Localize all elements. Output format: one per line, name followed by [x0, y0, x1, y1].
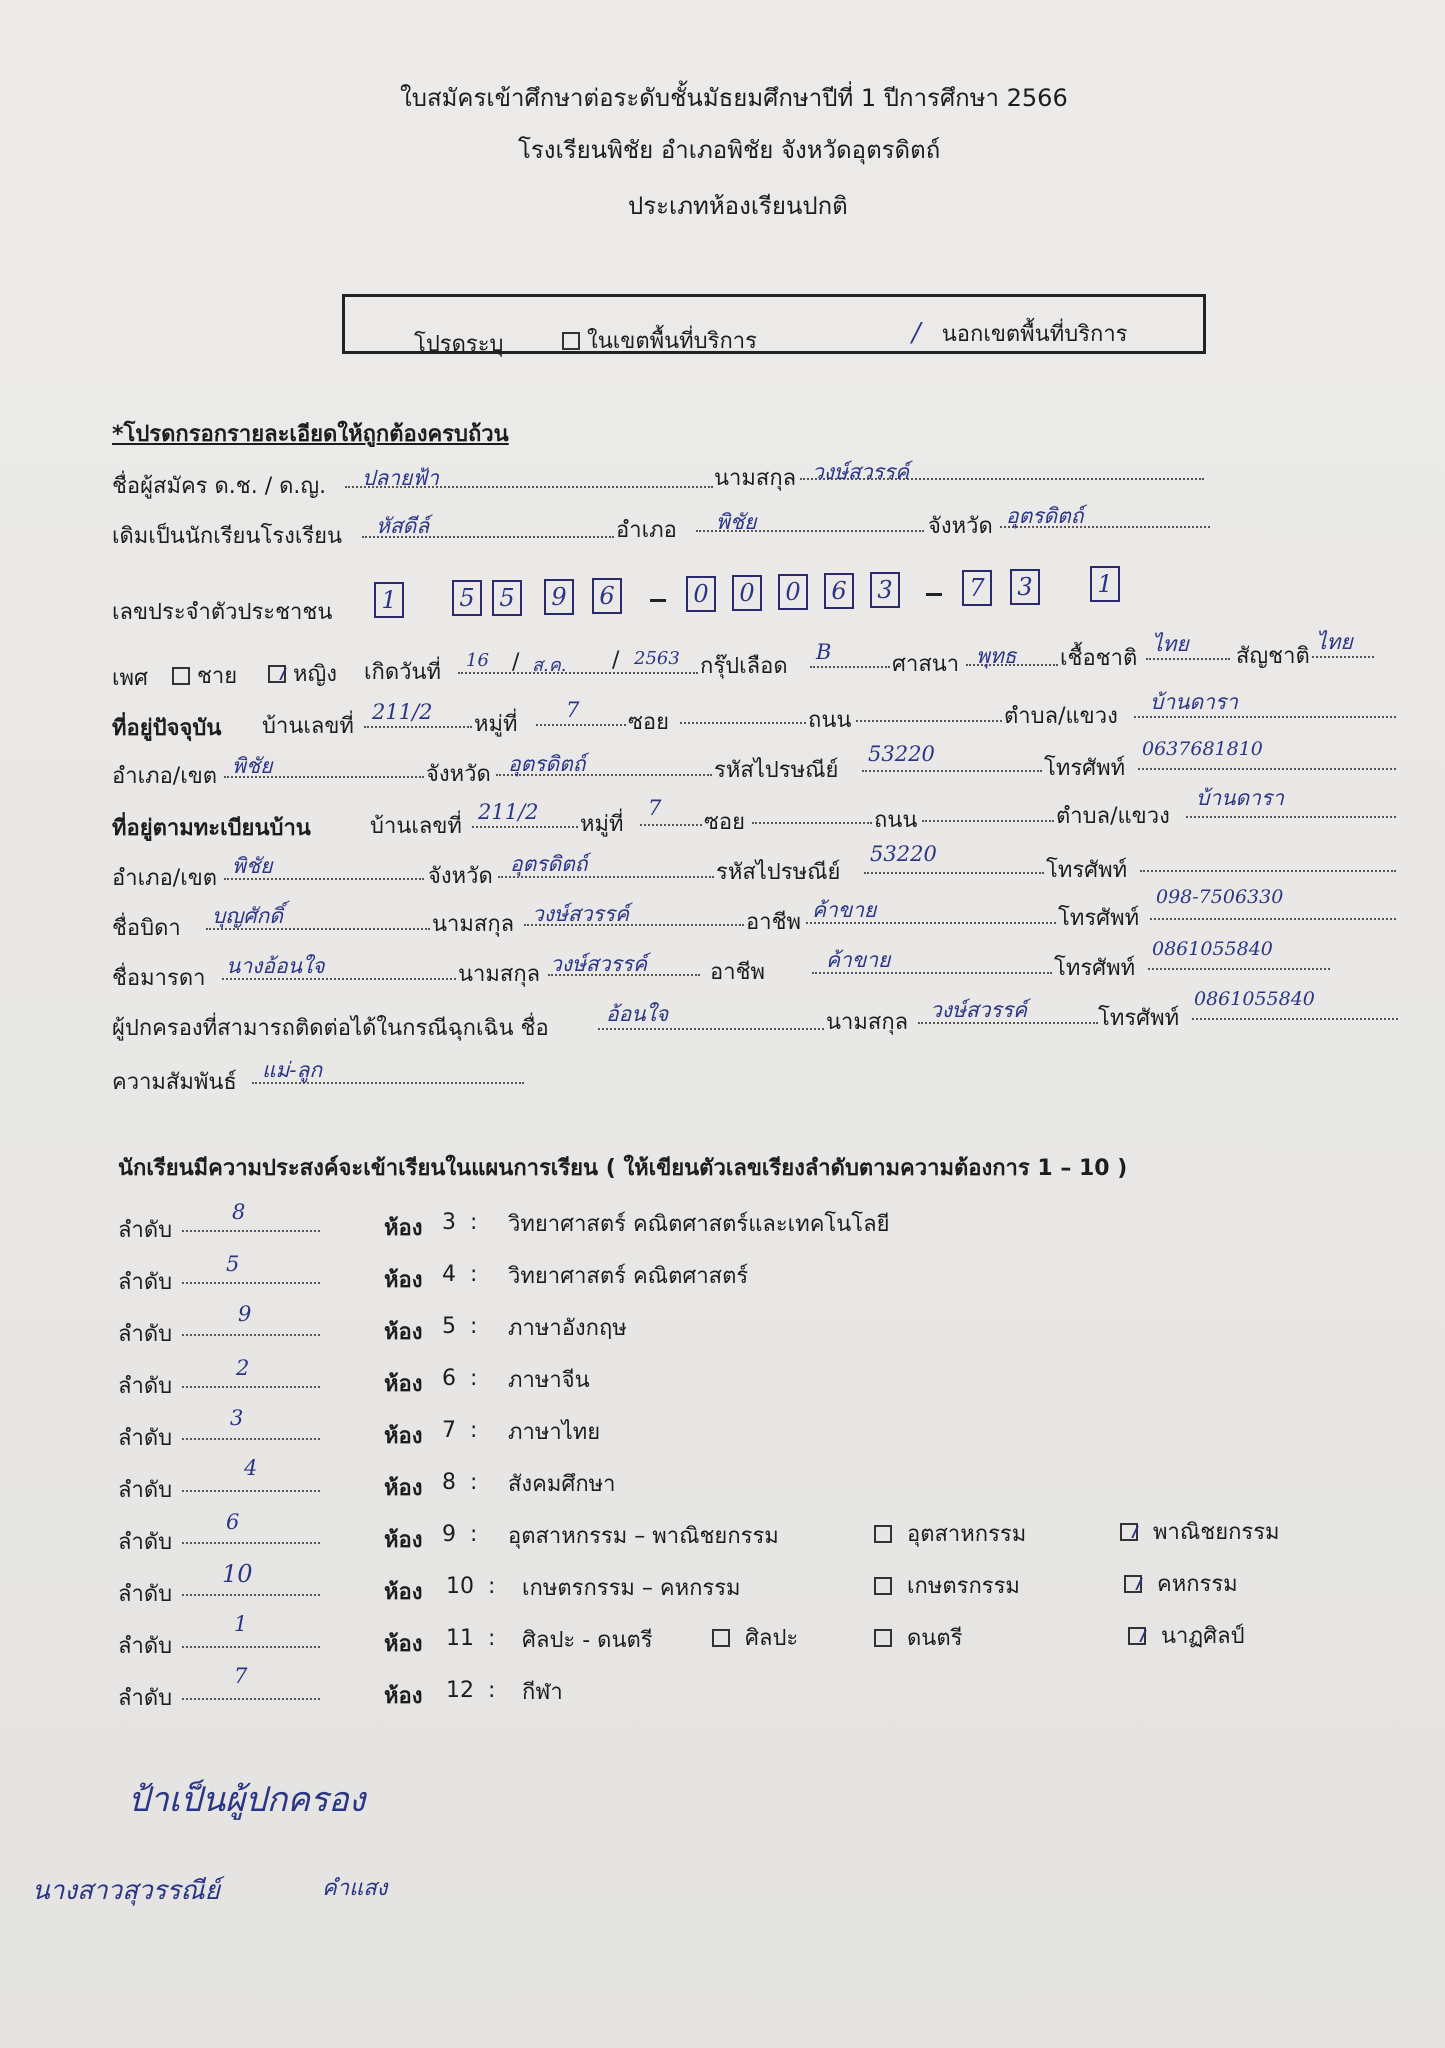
area-label: โปรดระบุ [414, 332, 504, 357]
option-label: อุตสาหกรรม [907, 1522, 1027, 1547]
reg-phone-line [1140, 870, 1396, 872]
guardian-phone-label: โทรศัพท์ [1098, 1006, 1180, 1031]
applicant-name-label: ชื่อผู้สมัคร ด.ช. / ด.ญ. [112, 474, 327, 499]
school-title: โรงเรียนพิชัย อำเภอพิชัย จังหวัดอุตรดิตถ์ [518, 136, 941, 164]
area-out-option[interactable] [912, 316, 1128, 351]
cur-tambon-value[interactable]: บ้านดารา [1150, 690, 1238, 714]
guardian-surname[interactable]: วงษ์สวรรค์ [930, 998, 1028, 1022]
registered-address-title: ที่อยู่ตามทะเบียนบ้าน [112, 816, 311, 841]
applicant-surname-label: นามสกุล [714, 466, 797, 491]
province-value[interactable]: อุตรดิตถ์ [1006, 504, 1084, 528]
father-phone-label: โทรศัพท์ [1058, 906, 1140, 931]
cur-road-label: ถนน [808, 708, 852, 733]
plan-name: ศิลปะ - ดนตรี [522, 1628, 653, 1653]
room-label: ห้อง [384, 1268, 423, 1293]
rank-value[interactable]: 9 [238, 1302, 252, 1326]
room-number: 4 [442, 1262, 456, 1287]
rank-value[interactable]: 7 [234, 1664, 248, 1688]
guardian-note: ป้าเป็นผู้ปกครอง [128, 1780, 366, 1820]
cur-zip-line [862, 770, 1042, 772]
id-digit[interactable]: 3 [1010, 569, 1040, 605]
rank-value[interactable]: 4 [244, 1456, 258, 1480]
reg-province-value[interactable]: อุตรดิตถ์ [510, 852, 588, 876]
room-number: 5 [442, 1314, 456, 1339]
religion-value[interactable]: พุทธ [976, 644, 1017, 668]
nationality-value[interactable]: ไทย [1316, 630, 1353, 654]
reg-province-label: จังหวัด [428, 864, 493, 889]
race-value[interactable]: ไทย [1152, 632, 1189, 656]
reg-tambon-value[interactable]: บ้านดารา [1196, 786, 1284, 810]
rank-label: ลำดับ [118, 1478, 173, 1503]
option-label: ดนตรี [907, 1626, 963, 1651]
area-out-mark: / [912, 318, 921, 348]
male-option[interactable] [172, 658, 237, 693]
cur-house-label: บ้านเลขที่ [262, 714, 354, 739]
father-phone[interactable]: 098-7506330 [1156, 886, 1284, 908]
guardian-phone[interactable]: 0861055840 [1194, 988, 1315, 1010]
signer-surname: คำแสง [322, 1876, 388, 1901]
guardian-phone-line [1192, 1018, 1398, 1020]
rank-value[interactable]: 5 [226, 1252, 240, 1276]
mother-job[interactable]: ค้าขาย [826, 948, 891, 972]
mother-job-label: อาชีพ [710, 960, 765, 985]
reg-moo-line [640, 824, 702, 826]
mother-phone-line [1148, 968, 1330, 970]
rank-value[interactable]: 3 [230, 1406, 244, 1430]
area-in-label: ในเขตพื้นที่บริการ [587, 329, 757, 354]
rank-label: ลำดับ [118, 1374, 173, 1399]
room-number: 11 [446, 1626, 474, 1651]
mother-surname-label: นามสกุล [458, 962, 541, 987]
mother-label: ชื่อมารดา [112, 966, 206, 991]
option-music[interactable] [874, 1620, 962, 1655]
option-checkbox[interactable] [1120, 1523, 1138, 1541]
rank-line [182, 1230, 320, 1232]
id-digit[interactable]: 1 [1090, 566, 1120, 602]
father-job-label: อาชีพ [746, 910, 801, 935]
option-commerce[interactable] [1120, 1514, 1280, 1549]
blood-line [810, 666, 890, 668]
id-digit[interactable]: 7 [962, 570, 992, 606]
mother-phone[interactable]: 0861055840 [1152, 938, 1273, 960]
birth-line [458, 672, 698, 674]
cur-phone-line [1138, 768, 1396, 770]
option-label: คหกรรม [1157, 1572, 1238, 1597]
area-in-option[interactable] [562, 323, 757, 358]
father-surname[interactable]: วงษ์สวรรค์ [532, 902, 630, 926]
cur-house-line [364, 726, 472, 728]
room-label: ห้อง [384, 1320, 423, 1345]
cur-road-line [856, 720, 1002, 722]
female-option[interactable] [268, 656, 337, 691]
reg-house-label: บ้านเลขที่ [370, 814, 462, 839]
reg-moo-label: หมู่ที่ [580, 812, 624, 837]
reg-zip-line [864, 872, 1044, 874]
option-label: เกษตรกรรม [907, 1574, 1020, 1599]
room-label: ห้อง [384, 1632, 423, 1657]
race-label: เชื้อชาติ [1060, 646, 1138, 671]
plan-name: วิทยาศาสตร์ คณิตศาสตร์ [508, 1264, 749, 1289]
room-label: ห้อง [384, 1580, 423, 1605]
room-number: 10 [446, 1574, 474, 1599]
option-agriculture[interactable] [874, 1568, 1020, 1603]
reg-zip-value[interactable]: 53220 [870, 842, 937, 866]
room-number: 7 [442, 1418, 456, 1443]
father-phone-line [1150, 918, 1396, 920]
signer-name: นางสาวสุวรรณีย์ [32, 1876, 220, 1906]
cur-province-label: จังหวัด [426, 762, 491, 787]
option-home-economics[interactable] [1124, 1566, 1238, 1601]
cur-phone-value[interactable]: 0637681810 [1142, 738, 1263, 760]
room-colon: : [470, 1470, 478, 1495]
cur-phone-label: โทรศัพท์ [1044, 756, 1126, 781]
id-digit[interactable]: 3 [870, 572, 900, 608]
id-digit[interactable]: 6 [824, 573, 854, 609]
plan-name: สังคมศึกษา [508, 1472, 616, 1497]
province-label: จังหวัด [928, 514, 993, 539]
rank-line [182, 1542, 320, 1544]
rank-line [182, 1594, 320, 1596]
relation-label: ความสัมพันธ์ [112, 1070, 237, 1095]
rank-label: ลำดับ [118, 1686, 173, 1711]
cur-moo-label: หมู่ที่ [474, 712, 518, 737]
room-number: 12 [446, 1678, 474, 1703]
guardian-surname-label: นามสกุล [826, 1010, 909, 1035]
father-surname-label: นามสกุล [432, 912, 515, 937]
id-digit[interactable]: 0 [686, 576, 716, 612]
rank-line [182, 1490, 320, 1492]
district-label: อำเภอ [616, 518, 677, 543]
rank-line [182, 1646, 320, 1648]
option-checkbox[interactable] [874, 1577, 892, 1595]
reg-road-label: ถนน [874, 808, 918, 833]
blood-value[interactable]: B [816, 640, 832, 664]
cur-moo-line [536, 724, 626, 726]
id-dash [650, 599, 666, 602]
reg-house-line [472, 826, 578, 828]
rank-line [182, 1282, 320, 1284]
id-digit[interactable]: 5 [452, 580, 482, 616]
plans-title: นักเรียนมีความประสงค์จะเข้าเรียนในแผนการเรียน ( ให้เขียนตัวเลขเรียงลำดับตามความต้องการ 1 – 10 ) [118, 1156, 1128, 1181]
instruction: *โปรดกรอกรายละเอียดให้ถูกต้องครบถ้วน [112, 422, 509, 447]
applicant-name-value[interactable]: ปลายฟ้า [362, 466, 439, 490]
room-label: ห้อง [384, 1476, 423, 1501]
mother-name[interactable]: นางอ้อนใจ [226, 954, 325, 978]
cur-zip-value[interactable]: 53220 [868, 742, 935, 766]
rank-value[interactable]: 1 [234, 1612, 248, 1636]
option-label: นาฏศิลป์ [1161, 1624, 1245, 1649]
rank-label: ลำดับ [118, 1634, 173, 1659]
room-label: ห้อง [384, 1372, 423, 1397]
cur-amphoe-value[interactable]: พิชัย [232, 754, 273, 778]
reg-phone-label: โทรศัพท์ [1046, 858, 1128, 883]
female-label: หญิง [293, 662, 337, 687]
rank-label: ลำดับ [118, 1582, 173, 1607]
cur-province-value[interactable]: อุตรดิตถ์ [508, 752, 586, 776]
gender-label: เพศ [112, 666, 148, 691]
id-digit[interactable]: 0 [732, 575, 762, 611]
cur-tambon-label: ตำบล/แขวง [1004, 704, 1118, 729]
option-checkbox[interactable] [874, 1525, 892, 1543]
district-value[interactable]: พิชัย [716, 510, 757, 534]
reg-soi-label: ซอย [704, 810, 746, 835]
birth-year[interactable]: 2563 [634, 648, 680, 669]
option-checkbox[interactable] [1128, 1627, 1146, 1645]
current-address-title: ที่อยู่ปัจจุบัน [112, 716, 222, 741]
id-digit[interactable]: 5 [492, 580, 522, 616]
rank-value[interactable]: 2 [236, 1356, 250, 1380]
room-colon: : [488, 1678, 496, 1703]
guardian-label: ผู้ปกครองที่สามารถติดต่อได้ในกรณีฉุกเฉิน ชื่อ [112, 1016, 549, 1041]
reg-tambon-label: ตำบล/แขวง [1056, 804, 1170, 829]
option-art[interactable] [712, 1620, 798, 1655]
rank-label: ลำดับ [118, 1530, 173, 1555]
rank-line [182, 1438, 320, 1440]
room-label: ห้อง [384, 1216, 423, 1241]
option-dance[interactable] [1128, 1618, 1245, 1653]
rank-line [182, 1386, 320, 1388]
id-label: เลขประจำตัวประชาชน [112, 600, 333, 625]
id-digit[interactable]: 6 [592, 578, 622, 614]
father-job[interactable]: ค้าขาย [812, 898, 877, 922]
reg-soi-line [752, 822, 872, 824]
birth-sep: / [512, 650, 520, 675]
relation-value[interactable]: แม่-ลูก [262, 1058, 323, 1082]
plan-name: ภาษาจีน [508, 1368, 590, 1393]
rank-label: ลำดับ [118, 1426, 173, 1451]
id-dash [926, 593, 942, 596]
room-number: 8 [442, 1470, 456, 1495]
id-digit[interactable]: 9 [544, 579, 574, 615]
cur-zip-label: รหัสไปรษณีย์ [714, 758, 839, 783]
reg-moo-value[interactable]: 7 [648, 796, 662, 820]
nationality-label: สัญชาติ [1236, 644, 1310, 669]
room-colon: : [470, 1366, 478, 1391]
birth-day[interactable]: 16 [466, 650, 489, 671]
mother-phone-label: โทรศัพท์ [1054, 956, 1136, 981]
plan-name: ภาษาอังกฤษ [508, 1316, 627, 1341]
birth-sep: / [612, 648, 620, 673]
room-colon: : [470, 1210, 478, 1235]
male-checkbox[interactable] [172, 667, 190, 685]
cur-amphoe-label: อำเภอ/เขต [112, 764, 218, 789]
plan-name: เกษตรกรรม – คหกรรม [522, 1576, 741, 1601]
school-value[interactable]: หัสดีล์ [376, 514, 430, 538]
reg-house-value[interactable]: 211/2 [478, 800, 539, 824]
birth-label: เกิดวันที่ [364, 660, 442, 685]
reg-amphoe-value[interactable]: พิชัย [232, 854, 273, 878]
rank-line [182, 1334, 320, 1336]
cur-soi-line [680, 722, 806, 724]
area-in-checkbox[interactable] [562, 332, 580, 350]
form-title: ใบสมัครเข้าศึกษาต่อระดับชั้นมัธยมศึกษาปีที่ 1 ปีการศึกษา 2566 [400, 84, 1068, 112]
reg-road-line [922, 820, 1054, 822]
rank-label: ลำดับ [118, 1322, 173, 1347]
id-digit[interactable]: 1 [374, 582, 404, 618]
option-label: ศิลปะ [745, 1626, 799, 1651]
option-label: พาณิชยกรรม [1153, 1520, 1280, 1545]
mother-surname[interactable]: วงษ์สวรรค์ [550, 952, 648, 976]
class-type: ประเภทห้องเรียนปกติ [628, 192, 848, 220]
applicant-surname-value[interactable]: วงษ์สวรรค์ [812, 460, 910, 484]
blood-label: กรุ๊ปเลือด [700, 654, 788, 679]
rank-value[interactable]: 10 [222, 1560, 253, 1588]
room-colon: : [470, 1418, 478, 1443]
religion-label: ศาสนา [892, 652, 960, 677]
rank-value[interactable]: 8 [232, 1200, 246, 1224]
room-label: ห้อง [384, 1684, 423, 1709]
father-label: ชื่อบิดา [112, 916, 181, 941]
option-checkbox[interactable] [1124, 1575, 1142, 1593]
room-label: ห้อง [384, 1424, 423, 1449]
option-checkbox[interactable] [712, 1629, 730, 1647]
room-label: ห้อง [384, 1528, 423, 1553]
female-checkbox[interactable] [268, 665, 286, 683]
birth-month[interactable]: ส.ค. [532, 655, 567, 676]
cur-moo-value[interactable]: 7 [566, 698, 580, 722]
rank-label: ลำดับ [118, 1218, 173, 1243]
id-digit[interactable]: 0 [778, 574, 808, 610]
reg-tambon-line [1186, 816, 1396, 818]
plan-name: วิทยาศาสตร์ คณิตศาสตร์และเทคโนโลยี [508, 1212, 890, 1237]
cur-house-value[interactable]: 211/2 [372, 700, 433, 724]
room-number: 3 [442, 1210, 456, 1235]
area-out-label: นอกเขตพื้นที่บริการ [941, 322, 1128, 347]
cur-soi-label: ซอย [628, 710, 670, 735]
plan-name: อุตสาหกรรม – พาณิชยกรรม [508, 1524, 779, 1549]
rank-value[interactable]: 6 [226, 1510, 240, 1534]
option-industry[interactable] [874, 1516, 1026, 1551]
room-number: 9 [442, 1522, 456, 1547]
guardian-name[interactable]: อ้อนใจ [606, 1002, 669, 1026]
plan-name: กีฬา [522, 1680, 563, 1705]
room-number: 6 [442, 1366, 456, 1391]
room-colon: : [470, 1522, 478, 1547]
room-colon: : [488, 1626, 496, 1651]
reg-zip-label: รหัสไปรษณีย์ [716, 860, 841, 885]
reg-amphoe-label: อำเภอ/เขต [112, 866, 218, 891]
rank-line [182, 1698, 320, 1700]
room-colon: : [488, 1574, 496, 1599]
plan-name: ภาษาไทย [508, 1420, 601, 1445]
school-label: เดิมเป็นนักเรียนโรงเรียน [112, 524, 343, 549]
father-name[interactable]: บุญศักดิ์ [212, 904, 283, 928]
male-label: ชาย [197, 664, 238, 689]
room-colon: : [470, 1314, 478, 1339]
rank-label: ลำดับ [118, 1270, 173, 1295]
option-checkbox[interactable] [874, 1629, 892, 1647]
room-colon: : [470, 1262, 478, 1287]
